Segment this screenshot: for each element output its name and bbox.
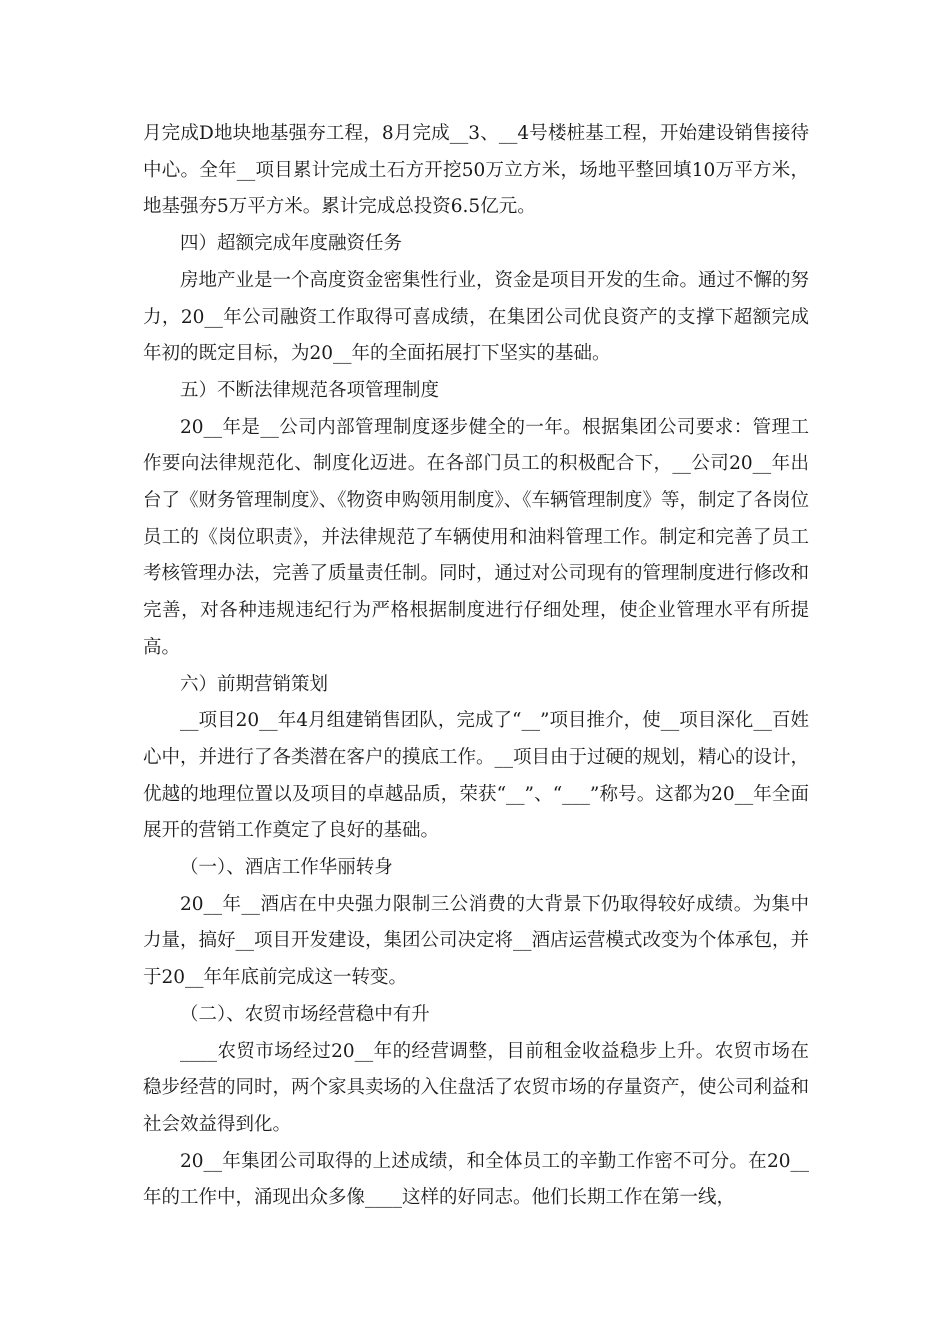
section-heading-market: （二）、农贸市场经营稳中有升 [180,1003,430,1025]
section-heading-management-system: 五）不断法律规范各项管理制度 [180,379,440,401]
paragraph-hotel: 20__年__酒店在中央强力限制三公消费的大背景下仍取得较好成绩。为集中力量，搞好__项目开发建设，集团公司决定将__酒店运营模式改变为个体承包，并于20__年年底前完成这一转变。 [143,893,810,989]
paragraph-management-system: 20__年是__公司内部管理制度逐步健全的一年。根据集团公司要求：管理工作要向法律规范化、制度化迈进。在各部门员工的积极配合下，__公司20__年出台了《财务管理制度》、《物资申购领用制度》、《车辆管理制度》等，制定了各岗位员工的《岗位职责》，并法律规范了车辆使用和油料管理工作。制定和完善了员工考核管理办法，完善了质量责任制。同时，通过对公司现有的管理制度进行修改和完善，对各种违规违纪行为严格根据制度进行仔细处理，使企业管理水平有所提高。 [143,416,810,658]
paragraph-construction-progress: 月完成D地块地基强夯工程，8月完成__3、__4号楼桩基工程，开始建设销售接待中心。全年__项目累计完成土石方开挖50万立方米，场地平整回填10万平方米，地基强夯5万平方米。累计完成总投资6.5亿元。 [143,123,809,218]
document-body [143,116,809,1217]
paragraph-market: ____农贸市场经过20__年的经营调整，目前租金收益稳步上升。农贸市场在稳步经营的同时，两个家具卖场的入住盘活了农贸市场的存量资产，使公司利益和社会效益得到化。 [143,1040,810,1135]
section-heading-financing: 四）超额完成年度融资任务 [180,233,403,255]
paragraph-staff: 20__年集团公司取得的上述成绩，和全体员工的辛勤工作密不可分。在20__年的工作中，涌现出众多像____这样的好同志。他们长期工作在第一线， [143,1150,809,1209]
paragraph-marketing: __项目20__年4月组建销售团队，完成了“__”项目推介，使__项目深化__百姓心中，并进行了各类潜在客户的摸底工作。__项目由于过硬的规划，精心的设计，优越的地理位置以及项目的卓越品质，荣获“__”、“___”称号。这都为20__年全面展开的营销工作奠定了良好的基础。 [143,710,810,842]
paragraph-financing: 房地产业是一个高度资金密集性行业，资金是项目开发的生命。通过不懈的努力，20__年公司融资工作取得可喜成绩，在集团公司优良资产的支撑下超额完成年初的既定目标，为20__年的全面拓展打下坚实的基础。 [143,269,810,365]
section-heading-hotel: （一）、酒店工作华丽转身 [180,857,393,879]
section-heading-marketing: 六）前期营销策划 [180,673,329,695]
